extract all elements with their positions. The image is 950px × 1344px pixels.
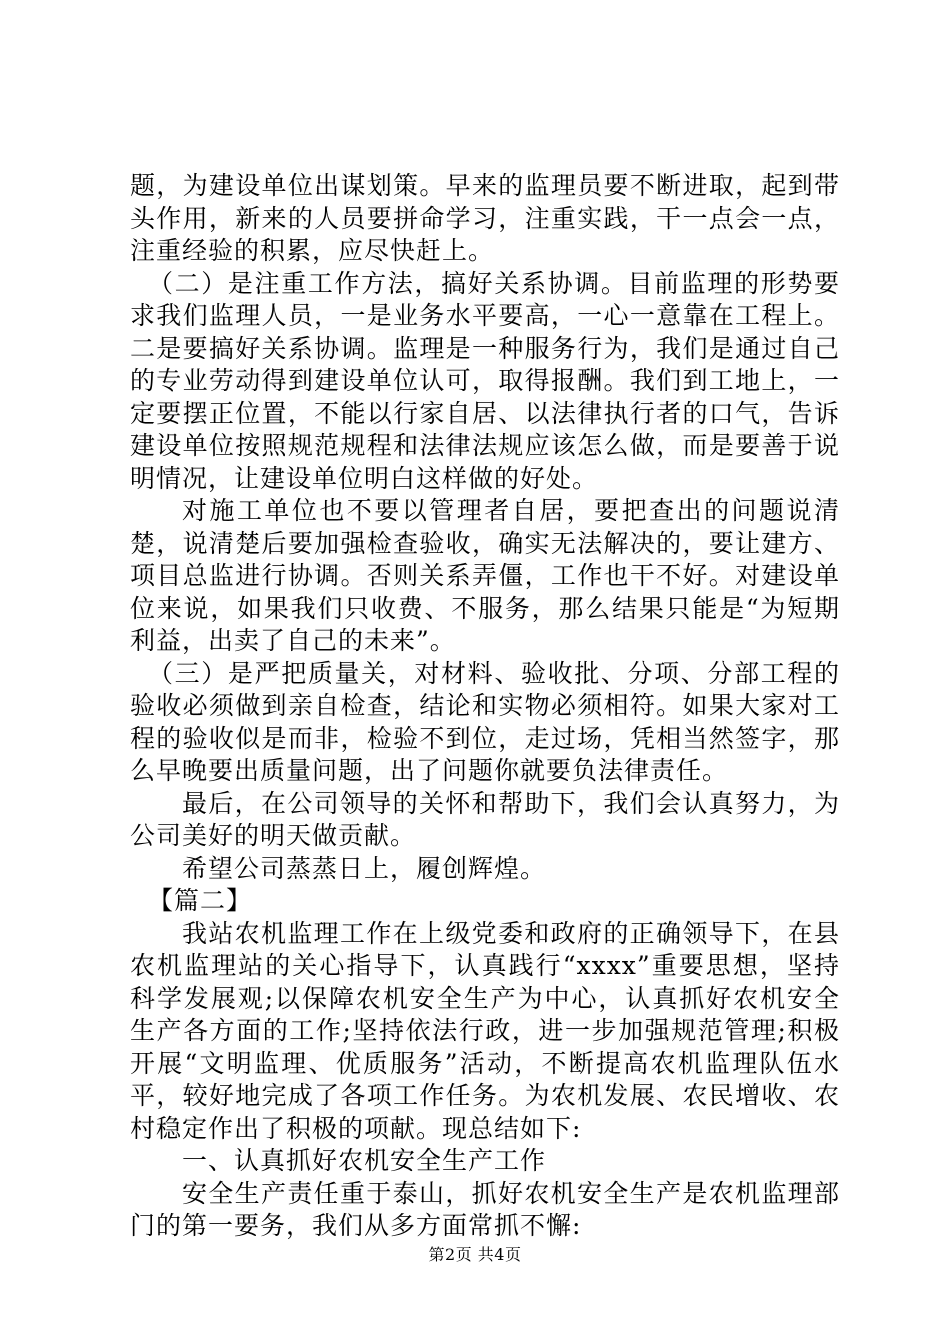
paragraph-construction-unit: 对施工单位也不要以管理者自居，要把查出的问题说清楚，说清楚后要加强检查验收，确实无法解决的，要让建方、项目总监进行协调。否则关系弄僵，工作也干不好。对建设单位来说，如果我们只收费、不服务，那么结果只能是“为短期利益，出卖了自己的未来”。: [130, 496, 840, 655]
page-number-label: 第2页 共4页: [428, 1245, 522, 1264]
paragraph-section-three: （三）是严把质量关，对材料、验收批、分项、分部工程的验收必须做到亲自检查，结论和实物必须相符。如果大家对工程的验收似是而非，检验不到位，走过场，凭相当然签字，那么早晚要出质量问题，出了问题你就要负法律责任。: [130, 658, 840, 785]
paragraph-wish: 希望公司蒸蒸日上，履创辉煌。: [182, 853, 547, 883]
subheading-safety-work: 一、认真抓好农机安全生产工作: [182, 1146, 547, 1175]
paragraph-part-two-intro: 我站农机监理工作在上级党委和政府的正确领导下，在县农机监理站的关心指导下，认真践行“xxxx”重要思想，坚持科学发展观;以保障农机安全生产为中心，认真抓好农机安全生产各方面的工作;坚持依法行政，进一步加强规范管理;积极开展“文明监理、优质服务”活动，不断提高农机监理队伍水平，较好地完成了各项工作任务。为农机发展、农民增收、农村稳定作出了积极的项献。现总结如下:: [130, 918, 840, 1143]
document-body: [130, 170, 840, 1243]
paragraph-continuation: 题，为建设单位出谋划策。早来的监理员要不断进取，起到带头作用，新来的人员要拼命学习，注重实践，干一点会一点，注重经验的积累，应尽快赶上。: [130, 171, 840, 265]
paragraph-section-two: （二）是注重工作方法，搞好关系协调。目前监理的形势要求我们监理人员，一是业务水平要高，一心一意靠在工程上。二是要搞好关系协调。监理是一种服务行为，我们是通过自己的专业劳动得到建设单位认可，取得报酬。我们到工地上，一定要摆正位置，不能以行家自居、以法律执行者的口气，告诉建设单位按照规范规程和法律法规应该怎么做，而是要善于说明情况，让建设单位明白这样做的好处。: [130, 268, 840, 493]
paragraph-safety-responsibility: 安全生产责任重于泰山，抓好农机安全生产是农机监理部门的第一要务，我们从多方面常抓不懈:: [130, 1178, 840, 1240]
page-footer: [0, 1242, 950, 1265]
paragraph-closing: 最后，在公司领导的关怀和帮助下，我们会认真努力，为公司美好的明天做贡献。: [130, 788, 840, 850]
section-heading-part-two: 【篇二】: [148, 886, 253, 915]
